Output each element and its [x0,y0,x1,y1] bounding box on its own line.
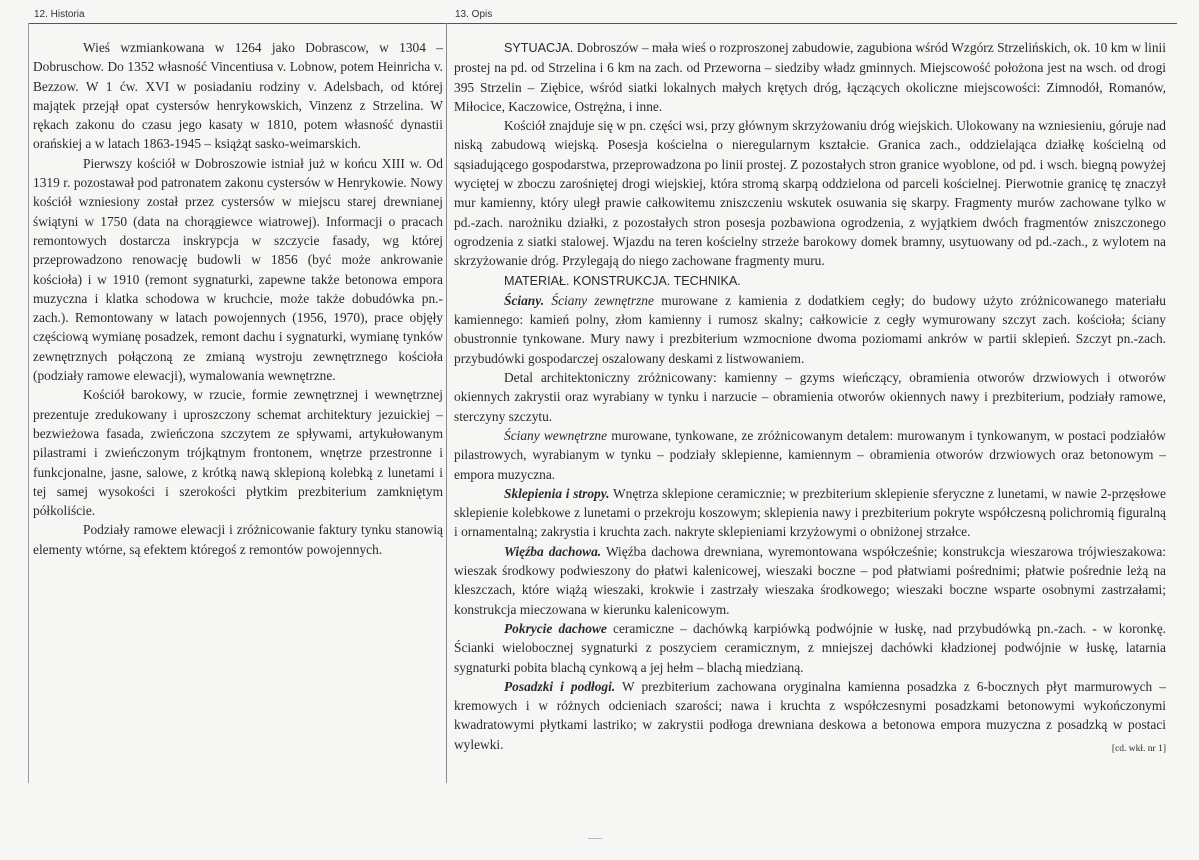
continuation-note: [cd. wkł. nr 1] [1111,743,1166,754]
material-heading: MATERIAŁ. KONSTRUKCJA. TECHNIKA. [504,273,741,288]
wiezba-paragraph [454,542,1166,619]
sklepienia-heading: Sklepienia i stropy. [504,485,610,501]
sytuacja-paragraph [454,38,1166,116]
historia-paragraph: Kościół barokowy, w rzucie, formie zewnętrznej i wewnętrznej prezentuje zredukowany i uproszczony schemat architektury jezuickiej – bezwieżowa fasada, zwieńczona szczytem ze spływami, artykułowanym pilastrami i zwieńczonym trójkątnym frontonem, wnętrze przestronne i funkcjonalne, jasne, salowe, z krótką nawą sklepioną kolebką z lunetami i tej samej wysokości i szerokości płytkim prezbiterium zamkniętym półkoliście. [33,387,443,519]
sciany-paragraph [454,291,1166,368]
sytuacja-heading: SYTUACJA. [504,41,574,55]
sklepienia-paragraph [454,484,1166,542]
historia-paragraph: Pierwszy kościół w Dobroszowie istniał już w końcu XIII w. Od 1319 r. pozostawał pod patronatem zakonu cystersów w Henrykowie. Nowy kościół wzniesiony został przez cystersów w miejscu starej drewnianej świątyni w 1750 (data na chorągiewce wiatrowej). Informacji o pracach remontowych dostarcza inskrypcja w szczycie fasady, wg której przeprowadzono renowację budowli w 1856 (być może ankrowanie kościoła) i w 1910 (remont sygnaturki, zapewne także betonowa empora muzyczna i klatka schodowa w kruchcie, może także dobudówka pn.-zach.). Remontowany w latach powojennych (1956, 1970), prace objęły częściową wymianę posadzek, remont dachu i sygnaturki, wymianę tynków zewnętrznych połączoną ze zmianą wystroju zewnętrznego kościoła (podziały ramowe elewacji), wymalowania wewnętrzne. [33,155,443,384]
wiezba-heading: Więźba dachowa. [504,543,602,559]
posadzki-paragraph [454,677,1166,754]
column-divider [446,23,447,783]
material-heading-line [454,271,1166,291]
wiezba-text: Więźba dachowa drewniana, wyremontowana współcześnie; konstrukcja wieszarowa trójwieszakowa: wieszak środkowy podwieszony do płatwi kalenicowej, wieszaki boczne – pod płatwiami pośrednimi; płatwie pośrednie leżą na kleszczach, które wiążą wieszaki, krokwie i zastrzały wieszaka środkowego; wieszaki boczne wsparte osobnymi zastrzałami; konstrukcja mieczowana w kierunku kalenicowym. [454,543,1166,617]
sciany-wewnetrzne-paragraph [454,426,1166,484]
section-header-opis: 13. Opis [455,9,493,20]
sciany-text: murowane z kamienia z dodatkiem cegły; do budowy użyto zróżnicowanego materiału kamiennego: kamień polny, złom kamienny i rumosz skalny; całkowicie z cegły wymurowany szczyt zach. kościoła; ściany obustronnie tynkowane. Mury nawy i prezbiterium wzmocnione dwoma poziomami ankrów w partii sklepień. Szczyt pn.-zach. przybudówki gospodarczej oszalowany deskami z listwowaniem. [454,292,1166,366]
sklepienia-text: Wnętrza sklepione ceramicznie; w prezbiterium sklepienie sferyczne z lunetami, w nawie 2-przęsłowe sklepienie kolebkowe z lunetami o przekroju koszowym; sklepienia nawy i prezbiterium pokryte współczesną polichromią figuralną i ornamentalną; zakrystia i kruchta zach. nakryte sklepieniami krzyżowymi o obniżonej strzałce. [454,485,1167,540]
sytuacja-text: Dobroszów – mała wieś o rozproszonej zabudowie, zagubiona wśród Wzgórz Strzelińskich, ok. 10 km w linii prostej na pd. od Strzelina i 6 km na zach. od Przeworna – siedziby władz gminnych. Miejscowość położona jest na wsch. od drogi 395 Strzelin – Ziębice, wśród siatki lokalnych małych krętych dróg, łączących okoliczne miejscowości: Zimnodół, Romanów, Miłocice, Kaczowice, Ostrężna, i inne. [454,40,1166,114]
historia-column [33,38,443,559]
fold-mark [588,828,602,839]
sciany-heading: Ściany. [504,292,545,308]
kosciol-paragraph: Kościół znajduje się w pn. części wsi, przy głównym skrzyżowaniu dróg wiejskich. Ulokowany na wzniesieniu, góruje nad niską zabudową wiejską. Posesja kościelna o nieregularnym kształcie. Granica zach., oddzielająca działkę kościelną od sąsiadującego gospodarstwa, przeprowadzona po linii prostej. Z pozostałych stron granice wyoblone, od pd. i wsch. biegną powyżej wyciętej w zboczu zarośniętej drogi wiejskiej, która stromą skarpą oddzielona od parceli kościelnej. Pierwotnie granicę tę znaczył mur kamienny, który uległ prawie całkowitemu zniszczeniu wskutek osuwania się skarpy. Fragmenty murów zachowane tylko w pd.-zach. narożniku działki, z pozostałych stron posesja pozbawiona ogrodzenia, z wyjątkiem dwóch fragmentów zniszczonego ogrodzenia z siatki stalowej. Wjazdu na teren kościelny strzeże barokowy domek bramny, usytuowany od pd.-zach., z wylotem na skrzyżowanie dróg. Przylegają do niego zachowane fragmenty muru. [454,118,1166,269]
section-header-historia: 12. Historia [34,9,85,20]
pokrycie-heading: Pokrycie dachowe [504,620,607,636]
header-rule [28,23,1177,24]
sciany-zewnetrzne-label: Ściany zewnętrzne [551,292,654,308]
posadzki-text: W prezbiterium zachowana oryginalna kamienna posadzka z 6-bocznych płyt marmurowych – kremowych i w różnych odcieniach szarości; nawa i kruchta z współczesnymi posadzkami betonowymi wykończonymi kwadratowymi płytkami lastriko; w zakrystii podłoga drewniana deskowa a betonowa empora muzyczna z posadzką w postaci wylewki. [454,678,1166,752]
posadzki-heading: Posadzki i podłogi. [504,678,616,694]
historia-paragraph: Wieś wzmiankowana w 1264 jako Dobrascow, w 1304 – Dobruschow. Do 1352 własność Vincentiusa v. Lobnow, potem Heinricha v. Bezzow. W 1 ćw. XVI w posiadaniu rodziny v. Adelsbach, od której majątek przejął opat cystersów henrykowskich, Vinzenz z Strzelina. W rękach zakonu do czasu jego kasaty w 1810, potem własność dynastii orańskiej a w latach 1863-1945 – książąt sasko-weimarskich. [33,40,443,152]
opis-column [454,38,1166,759]
sciany-wewnetrzne-text: murowane, tynkowane, ze zróżnicowanym detalem: murowanym i tynkowanym, w postaci podziałów pilastrowych, wyrabianym w tynku – podziały sklepienne, kamiennym – obramienia otworów drzwiowych oraz betonowym – empora muzyczna. [454,427,1166,482]
pokrycie-text: ceramiczne – dachówką karpiówką podwójnie w łuskę, nad przybudówką pn.-zach. - w koronkę. Ścianki wielobocznej sygnaturki z poszyciem ceramicznym, z mniejszej dachówki kładzionej podwójnie w łuskę, latarnia sygnaturki pobita blachą cynkową a jej hełm – blachą miedzianą. [454,620,1166,675]
sciany-wewnetrzne-label: Ściany wewnętrzne [504,427,608,443]
left-frame-line [28,23,29,783]
detal-paragraph: Detal architektoniczny zróżnicowany: kamienny – gzyms wieńczący, obramienia otworów drzwiowych i otworów okiennych zakrystii oraz wyrabiany w tynku i narzucie – obramienia otworów okiennych nawy i prezbiterium, podziały ramowe, sterczyny szczytu. [454,370,1166,424]
pokrycie-paragraph [454,619,1166,677]
historia-paragraph: Podziały ramowe elewacji i zróżnicowanie faktury tynku stanowią elementy wtórne, są efektem któregoś z remontów powojennych. [33,522,443,557]
